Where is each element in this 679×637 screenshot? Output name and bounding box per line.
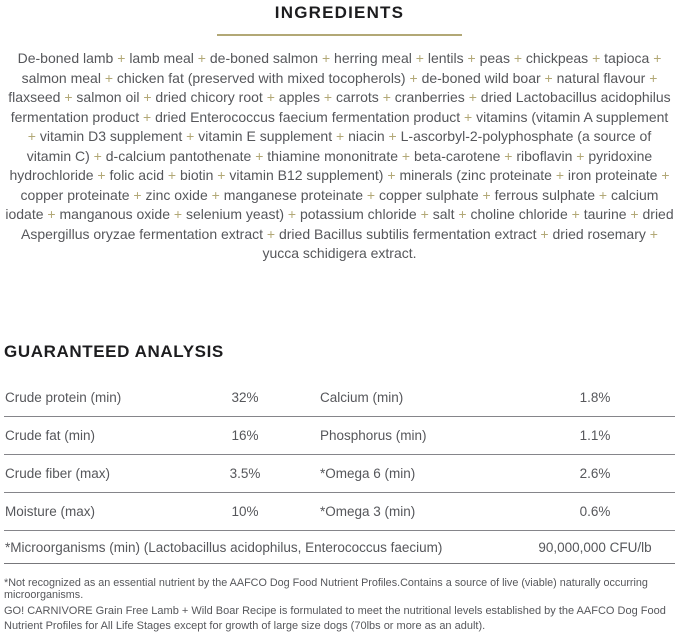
- ga-nutrient-label: Crude protein (min): [5, 390, 122, 405]
- table-row: [4, 379, 675, 417]
- plus-separator: +: [363, 186, 379, 203]
- plus-separator: +: [540, 69, 557, 86]
- plus-separator: +: [626, 206, 643, 222]
- plus-separator: +: [567, 206, 584, 222]
- plus-separator: +: [463, 50, 480, 66]
- plus-separator: +: [478, 186, 495, 203]
- plus-separator: +: [509, 50, 526, 66]
- plus-separator: +: [398, 147, 414, 164]
- plus-separator: +: [139, 89, 156, 105]
- ga-nutrient-label: Moisture (max): [5, 504, 96, 519]
- plus-separator: +: [213, 167, 230, 183]
- ga-nutrient-label: Crude fiber (max): [5, 466, 111, 481]
- table-row: [4, 417, 675, 455]
- ga-nutrient-value: 1.8%: [579, 390, 611, 405]
- plus-separator: +: [207, 186, 224, 203]
- plus-separator: +: [595, 186, 611, 203]
- plus-separator: +: [251, 147, 268, 164]
- ga-nutrient-value: 1.1%: [579, 428, 611, 443]
- plus-separator: +: [43, 206, 60, 222]
- plus-separator: +: [139, 108, 156, 125]
- guaranteed-analysis-table: [4, 379, 675, 564]
- plus-separator: +: [378, 89, 395, 105]
- plus-separator: +: [320, 89, 337, 105]
- ingredients-heading: INGREDIENTS: [274, 3, 405, 22]
- plus-separator: +: [649, 50, 662, 66]
- ga-nutrient-label: Crude fat (min): [5, 428, 96, 443]
- plus-separator: +: [100, 69, 117, 86]
- ga-nutrient-label: Calcium (min): [320, 390, 404, 405]
- plus-separator: +: [551, 167, 568, 183]
- plus-separator: +: [536, 225, 553, 242]
- plus-separator: +: [27, 128, 40, 144]
- ga-nutrient-value: 0.6%: [579, 504, 611, 519]
- ga-nutrient-value: 10%: [231, 504, 259, 519]
- plus-separator: +: [411, 50, 428, 66]
- plus-separator: +: [657, 167, 670, 183]
- table-row: [4, 493, 675, 531]
- plus-separator: +: [182, 128, 199, 144]
- plus-separator: +: [60, 89, 77, 105]
- plus-separator: +: [645, 225, 658, 242]
- plus-separator: +: [588, 50, 605, 66]
- ga-nutrient-label: *Microorganisms (min) (Lactobacillus acidophilus, Enterococcus faecium): [5, 539, 443, 555]
- ingredients-divider: [217, 34, 462, 36]
- table-row: [4, 455, 675, 493]
- plus-separator: +: [454, 206, 471, 222]
- table-row-microorganisms: [4, 531, 675, 564]
- plus-separator: +: [113, 50, 130, 66]
- plus-separator: +: [262, 89, 279, 105]
- plus-separator: +: [645, 69, 658, 86]
- plus-separator: +: [464, 89, 481, 105]
- plus-separator: +: [572, 147, 589, 164]
- plus-separator: +: [460, 108, 477, 125]
- footnote: *Not recognized as an essential nutrient by the AAFCO Dog Food Nutrient Profiles.Contains a source of live (viable) naturally occurring microorganisms.: [4, 577, 648, 601]
- plus-separator: +: [263, 225, 279, 242]
- ingredients-text: De-boned lamb + lamb meal + de-boned salmon + herring meal + lentils + peas + chickpeas + tapioca + salmon meal + chicken fat (preserved with mixed tocopherols) + de-boned wild boar + natural flavour + flaxseed + salmon oil + dried chicory root + apples + carrots + cranberries + dried Lactobacillus acidophilus fermentation product + dried Enterococcus faecium fermentation product + vitamins (vitamin A supplement + vitamin D3 supplement + vitamin E supplement + niacin + L-ascorbyl-2-polyphosphate (a source of vitamin C) + d-calcium pantothenate + thiamine mononitrate + beta-carotene + riboflavin + pyridoxine hydrochloride + folic acid + biotin + vitamin B12 supplement) + minerals (zinc proteinate + iron proteinate + copper proteinate + zinc oxide + manganese proteinate + copper sulphate + ferrous sulphate + calcium iodate + manganous oxide + selenium yeast) + potassium chloride + salt + choline chloride + taurine + dried Aspergillus oryzae fermentation extract + dried Bacillus subtilis fermentation extract + dried rosemary + yucca schidigera extract.: [5, 50, 674, 261]
- plus-separator: +: [93, 167, 110, 183]
- ga-nutrient-value: 3.5%: [229, 466, 261, 481]
- plus-separator: +: [384, 128, 401, 144]
- ga-nutrient-value: 32%: [231, 390, 259, 405]
- plus-separator: +: [170, 206, 186, 222]
- ga-nutrient-value: 2.6%: [579, 466, 611, 481]
- plus-separator: +: [129, 186, 146, 203]
- ga-nutrient-label: *Omega 3 (min): [320, 504, 416, 519]
- guaranteed-analysis-heading: GUARANTEED ANALYSIS: [4, 342, 224, 361]
- plus-separator: +: [383, 167, 400, 183]
- ga-nutrient-value: 16%: [231, 428, 259, 443]
- ga-nutrient-label: *Omega 6 (min): [320, 466, 416, 481]
- plus-separator: +: [89, 147, 106, 164]
- ga-nutrient-value: 90,000,000 CFU/lb: [538, 539, 652, 555]
- plus-separator: +: [405, 69, 422, 86]
- formulation-statement: GO! CARNIVORE Grain Free Lamb + Wild Boar Recipe is formulated to meet the nutritional levels established by the AAFCO Dog Food Nutrient Profiles for All Life Stages except for growth of large size dogs (70lbs or more as an adult).: [4, 605, 666, 632]
- plus-separator: +: [318, 50, 335, 66]
- plus-separator: +: [416, 206, 433, 222]
- plus-separator: +: [163, 167, 180, 183]
- plus-separator: +: [193, 50, 210, 66]
- plus-separator: +: [332, 128, 349, 144]
- plus-separator: +: [500, 147, 517, 164]
- guaranteed-analysis-section: [4, 342, 675, 564]
- plus-separator: +: [284, 206, 300, 222]
- ingredients-section: [4, 0, 675, 264]
- ga-nutrient-label: Phosphorus (min): [320, 428, 427, 443]
